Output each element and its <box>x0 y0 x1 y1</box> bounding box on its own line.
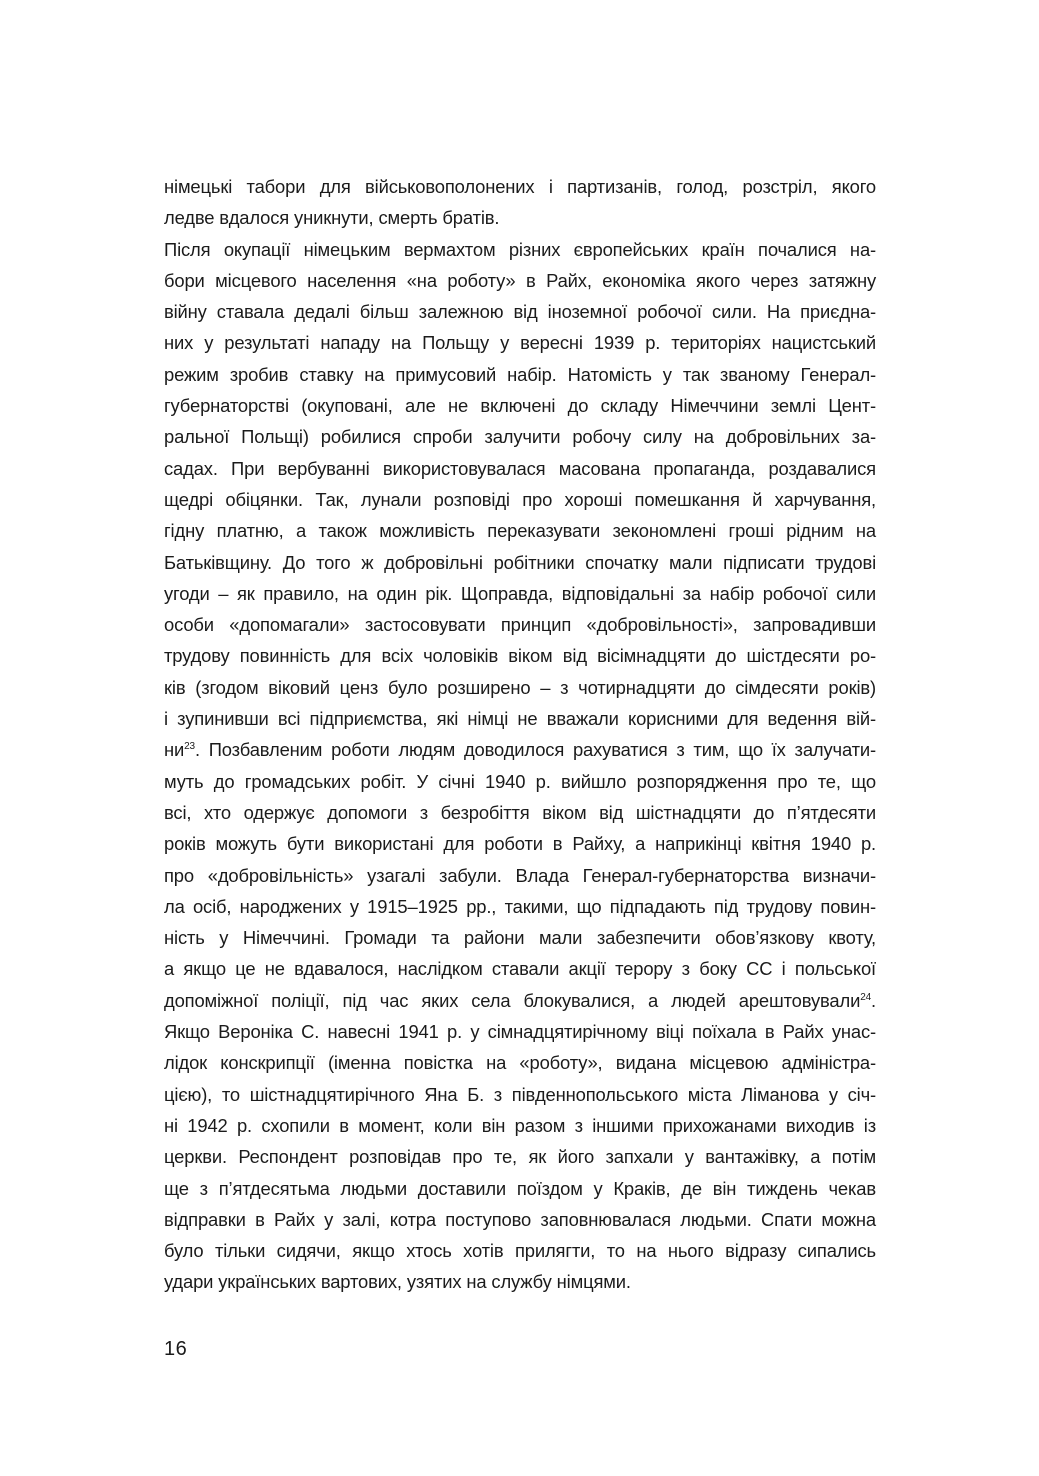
text-line <box>164 359 876 390</box>
text-line <box>164 953 876 984</box>
text-line-content: а якщо це не вдавалося, наслідком ставали акції терору з боку СС і польської <box>164 958 876 980</box>
footnote-marker[interactable]: 24 <box>860 991 872 1003</box>
text-line <box>164 672 876 703</box>
text-line-content: ральної Польщі) робилися спроби залучити робочу силу на добровільних за- <box>164 426 876 448</box>
text-line-content: війну ставала дедалі більш залежною від іноземної робочої сили. На приєдна- <box>164 301 876 323</box>
text-line-content: особи «допомагали» застосовувати принцип «добровільності», запровадивши <box>164 614 876 636</box>
text-line <box>164 1173 876 1204</box>
text-line-content: про «добровільність» узагалі забули. Влада Генерал-губернаторства визначи- <box>164 864 876 886</box>
text-line-content: ледве вдалося уникнути, смерть братів. <box>164 207 500 229</box>
text-line-content: Якщо Вероніка С. навесні 1941 р. у сімнадцятирічному віці поїхала в Райх унас- <box>164 1021 876 1043</box>
text-line-content: щедрі обіцянки. Так, лунали розповіді про хороші помешкання й харчування, <box>164 488 876 510</box>
text-line <box>164 891 876 922</box>
text-line <box>164 860 876 891</box>
text-line-content: них у результаті нападу на Польщу у вересні 1939 р. територіях нацистський <box>164 332 876 354</box>
text-line <box>164 484 876 515</box>
text-line <box>164 1016 876 1047</box>
text-line-content: ни <box>164 739 185 761</box>
text-line-content: гідну платню, а також можливість переказувати зекономлені гроші рідним на <box>164 520 876 542</box>
text-line-content: лідок конскрипції (іменна повістка на «роботу», видана місцевою адміністра- <box>164 1052 876 1074</box>
text-line <box>164 421 876 452</box>
text-line-content: муть до громадських робіт. У січні 1940 р. вийшло розпорядження про те, що <box>164 770 876 792</box>
text-line <box>164 797 876 828</box>
text-line-content: допоміжної поліції, під час яких села блокувалися, а людей арештовували <box>164 989 861 1011</box>
text-line <box>164 734 876 765</box>
text-line-content: ще з п’ятдесятьма людьми доставили поїздом у Краків, де він тиждень чекав <box>164 1177 876 1199</box>
text-line <box>164 1110 876 1141</box>
text-line <box>164 1047 876 1078</box>
text-line <box>164 578 876 609</box>
text-line-continuation: . Позбавленим роботи людям доводилося рахуватися з тим, що їх залучати- <box>194 739 876 761</box>
text-line-continuation: . <box>871 989 876 1011</box>
text-line-content: і зупинивши всі підприємства, які німці не вважали корисними для ведення вій- <box>164 708 876 730</box>
text-line <box>164 766 876 797</box>
text-line <box>164 828 876 859</box>
text-line-content: ні 1942 р. схопили в момент, коли він разом з іншими прихожанами виходив із <box>164 1114 876 1136</box>
text-line-content: всі, хто одержує допомоги з безробіття віком від шістнадцяти до п’ятдесяти <box>164 801 876 823</box>
text-line-content: трудову повинність для всіх чоловіків віком від вісімнадцяти до шістдесяти ро- <box>164 645 876 667</box>
text-line <box>164 609 876 640</box>
text-line <box>164 1204 876 1235</box>
text-line-content: ків (згодом віковий ценз було розширено – з чотирнадцяти до сімдесяти років) <box>164 676 876 698</box>
text-line-content: ла осіб, народжених у 1915–1925 рр., такими, що підпадають під трудову повин- <box>164 895 876 917</box>
text-line <box>164 922 876 953</box>
text-line-content: цією), то шістнадцятирічного Яна Б. з південнопольського міста Ліманова у січ- <box>164 1083 876 1105</box>
text-line-content: удари українських вартових, узятих на службу німцями. <box>164 1271 631 1293</box>
text-line-content: Після окупації німецьким вермахтом різних європейських країн почалися на- <box>164 238 876 260</box>
text-line <box>164 202 876 233</box>
text-line <box>164 1266 876 1297</box>
text-line <box>164 1141 876 1172</box>
text-line <box>164 640 876 671</box>
text-line <box>164 515 876 546</box>
text-line-content: ність у Німеччині. Громади та райони мали забезпечити обов’язкову квоту, <box>164 927 876 949</box>
text-line-content: років можуть бути використані для роботи в Райху, а наприкінці квітня 1940 р. <box>164 833 876 855</box>
text-line-content: церкви. Респондент розповідав про те, як його запхали у вантажівку, а потім <box>164 1146 876 1168</box>
text-line <box>164 327 876 358</box>
page-number: 16 <box>164 1338 188 1360</box>
text-line <box>164 547 876 578</box>
text-line-content: було тільки сидячи, якщо хтось хотів прилягти, то на нього відразу сипались <box>164 1240 876 1262</box>
text-line-content: угоди – як правило, на один рік. Щоправда, відповідальні за набір робочої сили <box>164 582 876 604</box>
text-line <box>164 703 876 734</box>
text-line <box>164 985 876 1016</box>
body-text <box>164 171 876 1298</box>
footnote-marker[interactable]: 23 <box>184 741 195 753</box>
text-line-content: губернаторстві (окуповані, але не включені до складу Німеччини землі Цент- <box>164 395 876 417</box>
text-line-content: бори місцевого населення «на роботу» в Райх, економіка якого через затяжну <box>164 269 876 291</box>
text-line-content: Батьківщину. До того ж добровільні робітники спочатку мали підписати трудові <box>164 551 876 573</box>
text-line <box>164 390 876 421</box>
text-line <box>164 1235 876 1266</box>
text-line-content: відправки в Райх у залі, котра поступово заповнювалася людьми. Спати можна <box>164 1208 876 1230</box>
text-line <box>164 171 876 202</box>
text-line <box>164 296 876 327</box>
text-line <box>164 234 876 265</box>
text-line <box>164 1079 876 1110</box>
text-line-content: садах. При вербуванні використовувалася масована пропаганда, роздавалися <box>164 457 876 479</box>
text-line-content: режим зробив ставку на примусовий набір. Натомість у так званому Генерал- <box>164 363 876 385</box>
text-line <box>164 453 876 484</box>
text-line-content: німецькі табори для військовополонених і партизанів, голод, розстріл, якого <box>164 176 876 197</box>
text-line <box>164 265 876 296</box>
